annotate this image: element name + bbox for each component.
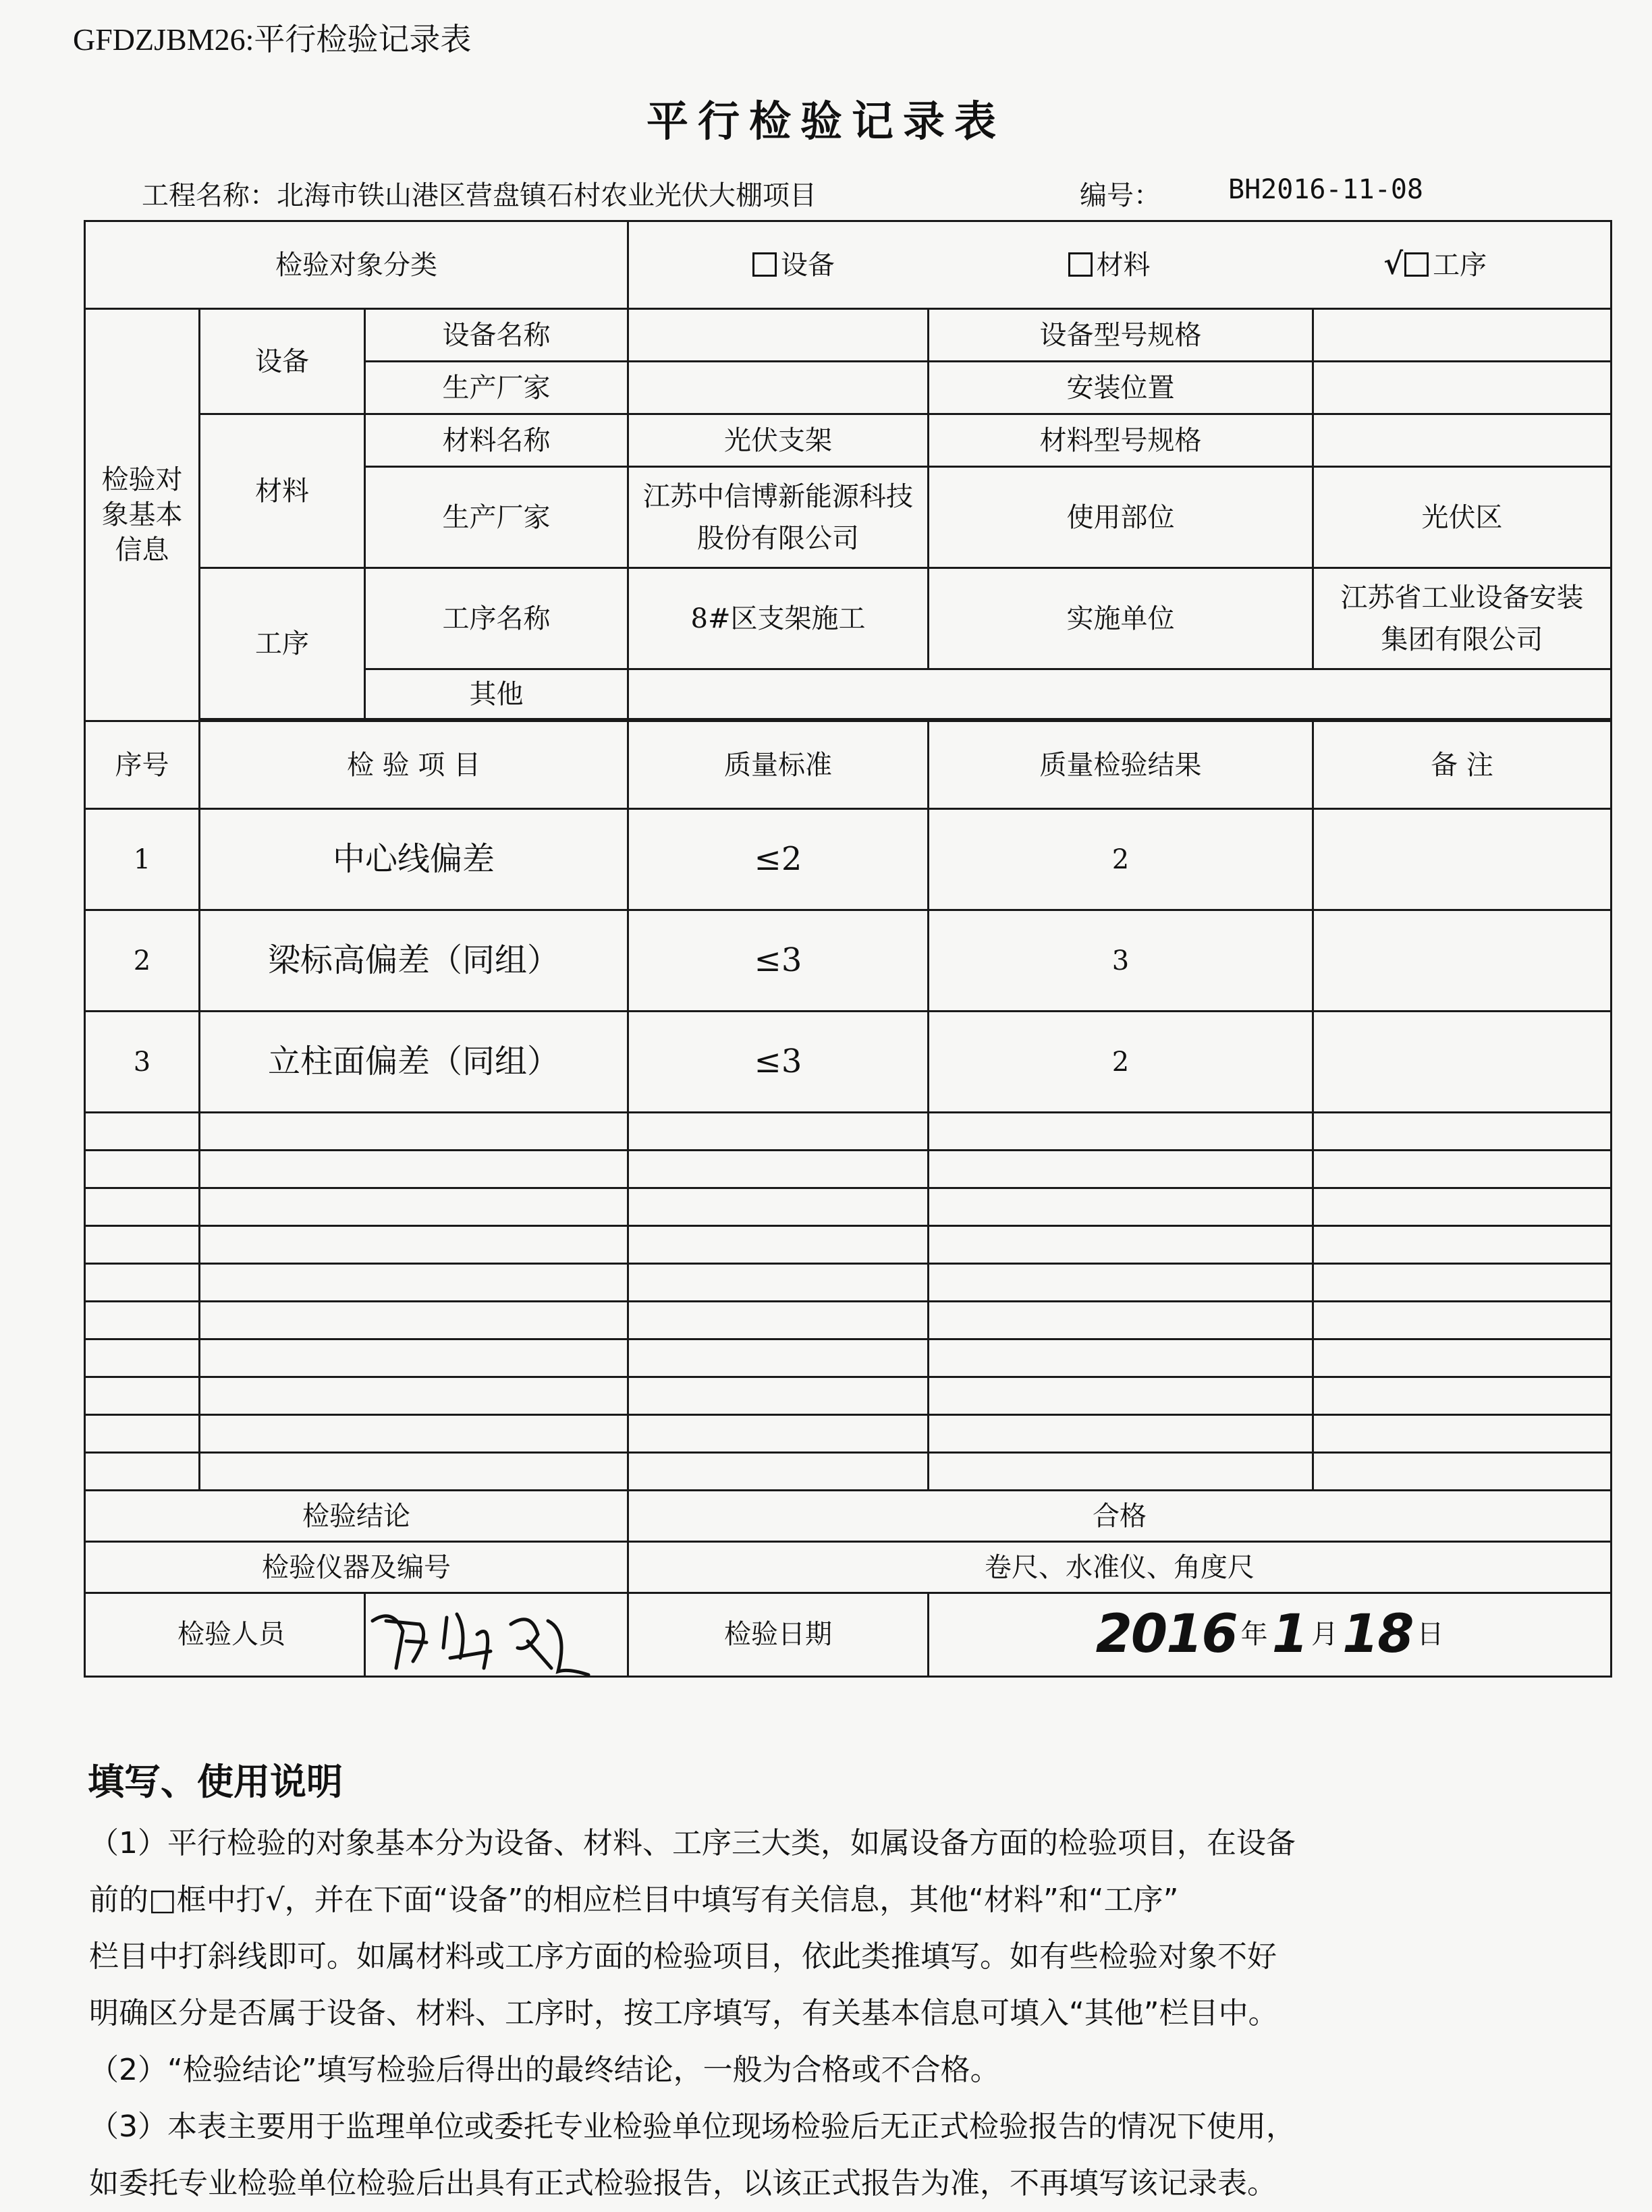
note-line: 明确区分是否属于设备、材料、工序时，按工序填写，有关基本信息可填入“其他”栏目中。 [89,1996,1278,2030]
item-no: 1 [85,809,200,910]
page-title: 平行检验记录表 [646,96,1006,146]
date-value [929,1593,1612,1677]
material-maker-line-1: 江苏中信博新能源科技 [643,480,914,512]
item-result: 2 [929,809,1313,910]
date-label: 检验日期 [628,1593,929,1677]
process-unit-value [1313,568,1612,669]
material-model-value [1313,414,1612,467]
option-equipment-label: 设备 [780,249,835,281]
category-label: 检验对象分类 [85,221,628,309]
process-name-value: 8#区支架施工 [628,568,929,669]
note-line: （1）平行检验的对象基本分为设备、材料、工序三大类，如属设备方面的检验项目，在设备 [89,1826,1296,1860]
conclusion-row [85,1491,1612,1542]
empty-row [85,1264,1612,1302]
empty-row [85,1226,1612,1264]
inspector-signature [365,1593,628,1677]
inspector-label: 检验人员 [177,1619,285,1651]
item-name: 中心线偏差 [200,809,628,910]
item-name: 立柱面偏差（同组） [200,1012,628,1113]
empty-row [85,1188,1612,1226]
equipment-label: 设备 [200,309,365,414]
header-no: 序号 [85,721,200,809]
option-material-label: 材料 [1096,249,1151,281]
header-item: 检 验 项 目 [200,721,628,809]
option-process-label: 工序 [1433,250,1487,281]
option-equipment[interactable] [752,244,835,286]
note-line: 前的□框中打√，并在下面“设备”的相应栏目中填写有关信息，其他“材料”和“工序” [89,1883,1179,1917]
empty-row [85,1151,1612,1188]
process-unit-line-2: 集团有限公司 [1381,624,1543,655]
header-standard: 质量标准 [628,721,929,809]
process-name-label: 工序名称 [365,568,628,669]
notes-title: 填写、使用说明 [88,1761,343,1803]
date-month: 1 [1271,1604,1307,1665]
process-label: 工序 [200,568,365,719]
equipment-name-value [628,309,929,362]
material-maker-label: 生产厂家 [365,467,628,568]
note-line: 栏目中打斜线即可。如属材料或工序方面的检验项目，依此类推填写。如有些检验对象不好 [89,1939,1277,1974]
project-name: 北海市铁山港区营盘镇石村农业光伏大棚项目 [277,180,817,211]
notes [89,1815,1520,2212]
item-result: 3 [929,910,1313,1012]
item-no: 3 [85,1012,200,1113]
equipment-maker-value [628,362,929,414]
conclusion-value: 合格 [628,1491,1612,1542]
checkbox-icon[interactable] [1068,252,1093,277]
category-options [628,221,1612,309]
process-other-value [628,669,1612,719]
option-material[interactable] [1068,244,1151,286]
item-standard: ≤2 [628,809,929,910]
instrument-label: 检验仪器及编号 [85,1542,628,1593]
date-day: 18 [1342,1604,1413,1665]
note-line: 如委托专业检验单位检验后出具有正式检验报告，以该正式报告为准，不再填写该记录表。 [89,2166,1277,2201]
empty-row [85,1339,1612,1377]
items-header-row [85,721,1612,809]
equipment-maker-label: 生产厂家 [365,362,628,414]
number-label: 编号： [1080,180,1161,211]
conclusion-label: 检验结论 [85,1491,628,1542]
material-model-label: 材料型号规格 [929,414,1313,467]
option-process[interactable] [1383,242,1487,287]
note-line: （2）“检验结论”填写检验后得出的最终结论，一般为合格或不合格。 [89,2053,1000,2087]
material-maker-value [628,467,929,568]
table-row [85,1012,1612,1113]
empty-row [85,1377,1612,1415]
checkbox-icon[interactable] [752,252,777,277]
process-unit-label: 实施单位 [929,568,1313,669]
item-standard: ≤3 [628,910,929,1012]
item-name: 梁标高偏差（同组） [200,910,628,1012]
empty-row [85,1302,1612,1339]
item-remark [1313,1012,1612,1113]
basic-info-label: 检验对象基本信息 [85,309,200,721]
instrument-value: 卷尺、水准仪、角度尺 [628,1542,1612,1593]
project-line [142,174,817,213]
project-label: 工程名称： [142,180,277,211]
table-row [85,910,1612,1012]
equipment-location-value [1313,362,1612,414]
equipment-model-label: 设备型号规格 [929,309,1313,362]
item-standard: ≤3 [628,1012,929,1113]
material-maker-line-2: 股份有限公司 [697,522,860,554]
note-line: （3）本表主要用于监理单位或委托专业检验单位现场检验后无正式检验报告的情况下使用， [89,2109,1296,2144]
item-no: 2 [85,910,200,1012]
checkbox-icon[interactable] [1404,252,1429,277]
header-result: 质量检验结果 [929,721,1313,809]
empty-row [85,1113,1612,1151]
inspector-label-cell [85,1593,365,1677]
table-row [85,809,1612,910]
signature-image [366,1594,622,1682]
date-day-unit: 日 [1416,1619,1444,1651]
check-mark-icon: √ [1383,247,1404,282]
equipment-location-label: 安装位置 [929,362,1313,414]
empty-row [85,1415,1612,1453]
item-remark [1313,910,1612,1012]
inspection-form-table [84,220,1612,1678]
material-name-label: 材料名称 [365,414,628,467]
signature-row [85,1593,1612,1677]
material-name-value: 光伏支架 [628,414,929,467]
material-usage-value: 光伏区 [1313,467,1612,568]
equipment-name-label: 设备名称 [365,309,628,362]
process-other-label: 其他 [365,669,628,719]
header-remark: 备 注 [1313,721,1612,809]
item-remark [1313,809,1612,910]
form-code: GFDZJBM26:平行检验记录表 [73,22,472,57]
category-row [85,221,1612,309]
empty-row [85,1453,1612,1491]
number-value: BH2016-11-08 [1228,174,1423,205]
date-year: 2016 [1095,1604,1237,1665]
date-month-unit: 月 [1311,1619,1338,1651]
instrument-row [85,1542,1612,1593]
equipment-model-value [1313,309,1612,362]
material-usage-label: 使用部位 [929,467,1313,568]
process-unit-line-1: 江苏省工业设备安装 [1340,582,1584,613]
date-year-unit: 年 [1240,1619,1268,1651]
material-label: 材料 [200,414,365,568]
item-result: 2 [929,1012,1313,1113]
